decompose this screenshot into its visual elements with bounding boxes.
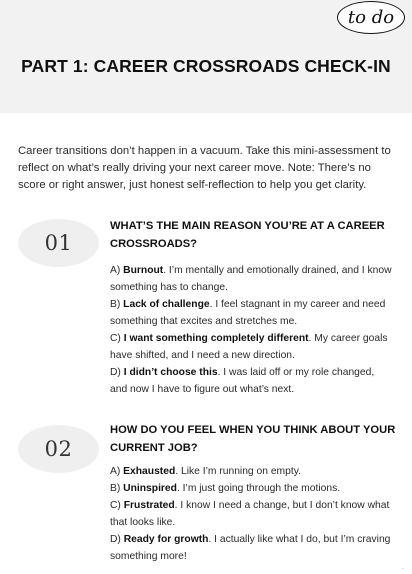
page-title: PART 1: CAREER CROSSROADS CHECK-IN [21, 56, 391, 76]
option-letter: D) [110, 367, 121, 378]
question-title: HOW DO YOU FEEL WHEN YOU THINK ABOUT YOUR CURRENT JOB? [110, 424, 396, 454]
question-number-badge: 01 [18, 219, 99, 267]
option-text: . I actually like what I do, but I’m craving something more! [110, 534, 391, 562]
option-item[interactable] [110, 480, 392, 497]
option-text: . I feel stagnant in my career and need something that excites and stretches me. [110, 299, 386, 327]
option-item[interactable] [110, 296, 392, 330]
question-options [110, 262, 392, 398]
option-item[interactable] [110, 497, 392, 531]
option-text: . My career goals have shifted, and I need a new direction. [110, 333, 388, 361]
option-letter: C) [110, 500, 121, 511]
question-number-badge: 02 [18, 425, 99, 473]
option-text: . Like I’m running on empty. [175, 466, 301, 477]
option-text: . I was laid off or my role changed, and now I have to figure out what’s next. [110, 367, 375, 395]
question-options [110, 463, 392, 565]
option-item[interactable] [110, 330, 392, 364]
option-text: . I’m just going through the motions. [176, 483, 341, 494]
option-letter: C) [110, 333, 121, 344]
option-label: Frustrated [123, 500, 175, 511]
option-label: I didn’t choose this [123, 367, 218, 378]
option-label: I want something completely different [123, 333, 309, 344]
question-title: WHAT’S THE MAIN REASON YOU’RE AT A CAREER CROSSROADS? [110, 220, 385, 250]
option-item[interactable] [110, 364, 392, 398]
page-header [0, 0, 412, 113]
option-label: Burnout [123, 265, 164, 276]
todo-badge: to do [337, 1, 405, 34]
option-letter: B) [110, 299, 121, 310]
option-letter: B) [110, 483, 121, 494]
option-label: Exhausted [123, 466, 176, 477]
option-label: Uninspired [123, 483, 177, 494]
option-item[interactable] [110, 262, 392, 296]
option-item[interactable] [110, 463, 392, 480]
option-letter: A) [110, 265, 121, 276]
intro-paragraph: Career transitions don’t happen in a vacuum. Take this mini-assessment to reflect on what’s really driving your next career move. Note: There’s no score or right answer, just honest self-reflection to help you get clarity. [18, 145, 391, 191]
option-item[interactable] [110, 531, 392, 565]
option-label: Ready for growth [123, 534, 209, 545]
option-letter: A) [110, 466, 121, 477]
option-label: Lack of challenge [123, 299, 210, 310]
corner-mark: · [402, 566, 404, 572]
option-text: . I’m mentally and emotionally drained, and I know something has to change. [110, 265, 392, 293]
option-text: . I know I need a change, but I don’t know what that looks like. [110, 500, 390, 528]
option-letter: D) [110, 534, 121, 545]
